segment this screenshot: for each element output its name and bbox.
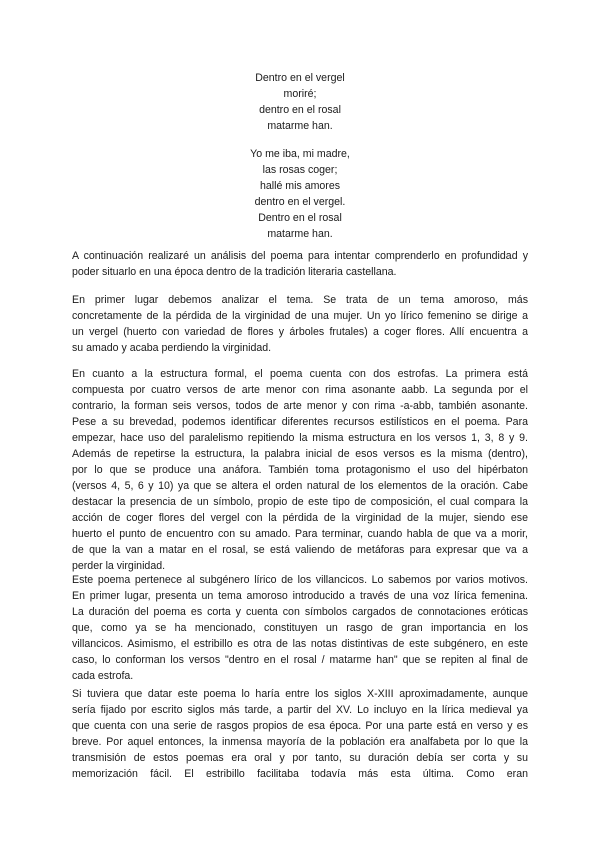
text-line: (versos 4, 5, 6 y 10) ya que se altera el orden natural de los elementos de la oración. Cabe xyxy=(72,480,528,492)
paragraph-theme xyxy=(72,292,528,356)
text-line: su amado y acaba perdiendo la virginidad. xyxy=(72,342,272,354)
text-line: de que la van a matar en el rosal, se está valiendo de metáforas para expresar que va a xyxy=(72,544,528,556)
text-line: poder situarlo en una época dentro de la tradición literaria castellana. xyxy=(72,266,397,278)
poem-line: matarme han. xyxy=(267,228,333,240)
paragraph-introduction xyxy=(72,248,528,280)
text-line: La duración del poema es corta y cuenta con símbolos cargados de connotaciones eróticas xyxy=(72,606,528,618)
text-line: concretamente de la pérdida de la virginidad de una mujer. Un yo lírico femenino se dirige a xyxy=(72,310,528,322)
text-line: Además de repetirse la estructura, la palabra inicial de esos versos es la misma (dentro), xyxy=(72,448,528,460)
text-line: empezar, hace uso del paralelismo repitiendo la misma estructura en los versos 1, 3, 8 y 9. xyxy=(72,432,528,444)
poem-line: las rosas coger; xyxy=(262,164,338,176)
text-line: sería fijado por escrito siglos más tarde, a partir del XV. Lo incluyo en la lírica medieval ya xyxy=(72,704,528,716)
poem-stanza-2 xyxy=(0,146,600,242)
text-line: que, como ya se ha mencionado, constituyen un rasgo de gran importancia en los xyxy=(72,622,528,634)
poem-line: dentro en el rosal xyxy=(259,104,341,116)
poem-line: Yo me iba, mi madre, xyxy=(250,148,350,160)
text-line: Este poema pertenece al subgénero lírico de los villancicos. Lo sabemos por varios motivos. xyxy=(72,574,528,586)
text-line: transmisión de estos poemas era oral y por tanto, su duración debía ser corta y su xyxy=(72,752,528,764)
text-line: caso, lo conforman los versos "dentro en el rosal / matarme han" que se repiten al final de xyxy=(72,654,528,666)
text-line: En primer lugar debemos analizar el tema. Se trata de un tema amoroso, más xyxy=(72,294,528,306)
text-line: villancicos. Asimismo, el estribillo es otra de las notas distintivas de este subgénero, en este xyxy=(72,638,528,650)
paragraph-structure xyxy=(72,366,528,574)
text-line: por lo que se produce una anáfora. También toma protagonismo el uso del hipérbaton xyxy=(72,464,528,476)
text-line: huerto el punto de encuentro con su amado. Para terminar, cuando habla de que va a morir, xyxy=(72,528,528,540)
text-line: que cuenta con una serie de rasgos propios de esa época. Por una parte está en verso y es xyxy=(72,720,528,732)
poem-line: Dentro en el vergel xyxy=(255,72,345,84)
text-line: compuesta por cuatro versos de arte menor con rima asonante aabb. La segunda por el xyxy=(72,384,528,396)
paragraph-subgenre xyxy=(72,572,528,684)
text-line: Pese a su brevedad, podemos identificar diferentes recursos estilísticos en el poema. Para xyxy=(72,416,528,428)
text-line: acción de coger flores del vergel con la pérdida de la virginidad de la mujer, siendo ese xyxy=(72,512,528,524)
poem-line: Dentro en el rosal xyxy=(258,212,342,224)
poem-line: matarme han. xyxy=(267,120,333,132)
text-line: En cuanto a la estructura formal, el poema cuenta con dos estrofas. La primera está xyxy=(72,368,528,380)
poem-line: moriré; xyxy=(283,88,317,100)
text-line: Si tuviera que datar este poema lo haría entre los siglos X-XIII aproximadamente, aunque xyxy=(72,688,528,700)
poem-stanza-1 xyxy=(0,70,600,134)
poem-line: dentro en el vergel. xyxy=(254,196,346,208)
poem-line: hallé mis amores xyxy=(259,180,341,192)
text-line: memorización fácil. El estribillo facilitaba todavía más esta última. Como eran xyxy=(72,768,528,780)
text-line: perder la virginidad. xyxy=(72,560,166,572)
text-line: breve. Por aquel entonces, la inmensa mayoría de la población era analfabeta por lo que la xyxy=(72,736,528,748)
text-line: destacar la presencia de un símbolo, propio de este tipo de composición, el cual compara la xyxy=(72,496,528,508)
paragraph-dating xyxy=(72,686,528,782)
text-line: A continuación realizaré un análisis del poema para intentar comprenderlo en profundidad y xyxy=(72,250,528,262)
text-line: contrario, la forman seis versos, todos de arte menor y con rima -a-abb, también asonante. xyxy=(72,400,528,412)
text-line: un vergel (huerto con variedad de flores y árboles frutales) a coger flores. Allí encuentra a xyxy=(72,326,528,338)
text-line: cada estrofa. xyxy=(72,670,134,682)
text-line: En primer lugar, presenta un tema amoroso introducido a través de una voz lírica femenina. xyxy=(72,590,528,602)
